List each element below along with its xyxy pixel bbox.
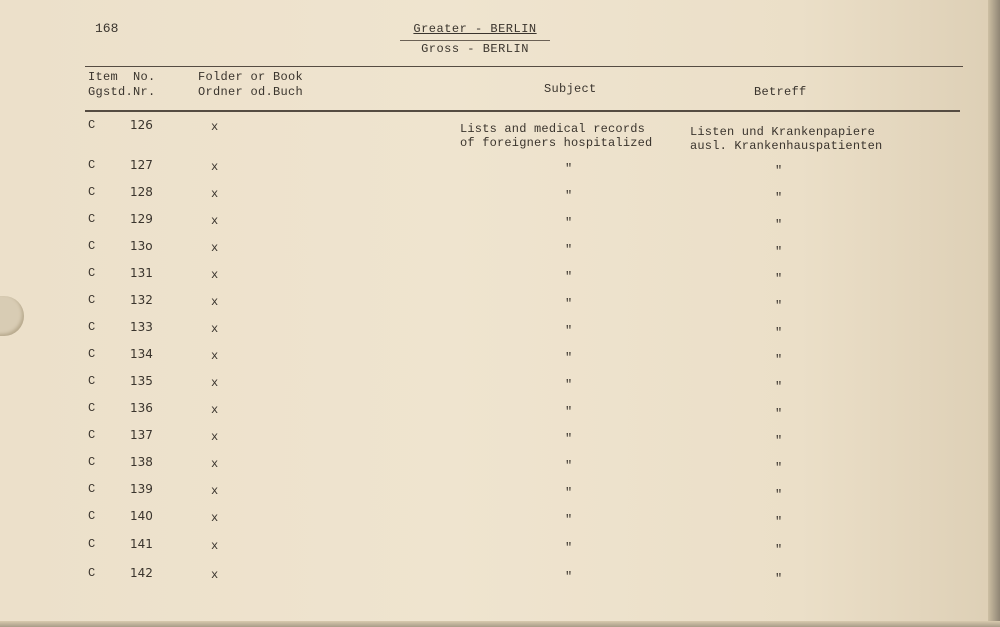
column-header-item-no-en: Item No. — [88, 70, 156, 84]
folder-mark: x — [211, 430, 219, 444]
subject-text: " — [565, 432, 573, 446]
item-prefix: C — [88, 118, 96, 132]
page-edge-right — [988, 0, 1000, 627]
betreff-text: " — [775, 434, 783, 448]
title-english: Greater - BERLIN — [413, 22, 537, 36]
page-edge-bottom — [0, 621, 1000, 627]
column-header-item-no — [88, 70, 156, 100]
column-header-betreff: Betreff — [754, 85, 807, 99]
subject-text: " — [565, 324, 573, 338]
index-card-tab — [0, 296, 24, 336]
subject-text: " — [565, 541, 573, 555]
subject-text: " — [565, 378, 573, 392]
item-prefix: C — [88, 185, 96, 199]
betreff-text: " — [775, 326, 783, 340]
folder-mark: x — [211, 511, 219, 525]
betreff-text: " — [775, 353, 783, 367]
item-prefix: C — [88, 320, 96, 334]
subject-text: " — [565, 297, 573, 311]
item-number: 141 — [130, 537, 153, 551]
item-prefix: C — [88, 509, 96, 523]
item-number: 135 — [130, 374, 153, 388]
betreff-text: Listen und Krankenpapiere ausl. Krankenhauspatienten — [690, 125, 883, 153]
subject-text: " — [565, 216, 573, 230]
item-number: 139 — [130, 482, 153, 496]
item-prefix: C — [88, 401, 96, 415]
item-number: 129 — [130, 212, 153, 226]
item-number: 128 — [130, 185, 153, 199]
item-prefix: C — [88, 566, 96, 580]
betreff-text: " — [775, 380, 783, 394]
subject-text: " — [565, 189, 573, 203]
folder-mark: x — [211, 160, 219, 174]
subject-text: " — [565, 351, 573, 365]
subject-text: " — [565, 162, 573, 176]
folder-mark: x — [211, 568, 219, 582]
item-number: 131 — [130, 266, 153, 280]
item-number: 142 — [130, 566, 153, 580]
subject-text: " — [565, 405, 573, 419]
item-number: 126 — [130, 118, 153, 132]
betreff-text: " — [775, 572, 783, 586]
folder-mark: x — [211, 457, 219, 471]
subject-text: " — [565, 570, 573, 584]
folder-mark: x — [211, 376, 219, 390]
betreff-text: " — [775, 299, 783, 313]
betreff-text: " — [775, 515, 783, 529]
item-number: 137 — [130, 428, 153, 442]
column-header-folder — [198, 70, 303, 100]
item-number: 138 — [130, 455, 153, 469]
item-number: 132 — [130, 293, 153, 307]
item-prefix: C — [88, 266, 96, 280]
item-prefix: C — [88, 239, 96, 253]
column-header-subject: Subject — [544, 82, 597, 96]
item-number: 134 — [130, 347, 153, 361]
betreff-text: " — [775, 407, 783, 421]
folder-mark: x — [211, 295, 219, 309]
page-number: 168 — [95, 21, 119, 36]
subject-text: " — [565, 270, 573, 284]
betreff-text: " — [775, 245, 783, 259]
item-number: 133 — [130, 320, 153, 334]
folder-mark: x — [211, 241, 219, 255]
folder-mark: x — [211, 187, 219, 201]
item-prefix: C — [88, 537, 96, 551]
folder-mark: x — [211, 484, 219, 498]
folder-mark: x — [211, 214, 219, 228]
item-prefix: C — [88, 158, 96, 172]
title-german: Gross - BERLIN — [400, 40, 550, 56]
subject-text: " — [565, 459, 573, 473]
betreff-text: " — [775, 272, 783, 286]
folder-mark: x — [211, 120, 219, 134]
folder-mark: x — [211, 403, 219, 417]
betreff-text: " — [775, 218, 783, 232]
column-header-folder-en: Folder or Book — [198, 70, 304, 84]
folder-mark: x — [211, 268, 219, 282]
column-header-folder-de: Ordner od.Buch — [198, 85, 304, 99]
header-bottom-rule — [85, 110, 960, 112]
item-prefix: C — [88, 347, 96, 361]
item-number: 136 — [130, 401, 153, 415]
column-header-item-no-de: Ggstd.Nr. — [88, 85, 156, 99]
subject-text: Lists and medical records of foreigners hospitalized — [460, 122, 653, 150]
betreff-text: " — [775, 461, 783, 475]
item-prefix: C — [88, 482, 96, 496]
header-top-rule — [85, 66, 963, 67]
item-prefix: C — [88, 455, 96, 469]
subject-text: " — [565, 243, 573, 257]
betreff-text: " — [775, 543, 783, 557]
item-number: 13o — [130, 239, 153, 253]
item-prefix: C — [88, 428, 96, 442]
item-prefix: C — [88, 293, 96, 307]
item-number: 140 — [130, 509, 153, 523]
folder-mark: x — [211, 539, 219, 553]
item-prefix: C — [88, 374, 96, 388]
betreff-text: " — [775, 488, 783, 502]
item-number: 127 — [130, 158, 153, 172]
folder-mark: x — [211, 322, 219, 336]
subject-text: " — [565, 513, 573, 527]
betreff-text: " — [775, 164, 783, 178]
item-prefix: C — [88, 212, 96, 226]
folder-mark: x — [211, 349, 219, 363]
subject-text: " — [565, 486, 573, 500]
betreff-text: " — [775, 191, 783, 205]
